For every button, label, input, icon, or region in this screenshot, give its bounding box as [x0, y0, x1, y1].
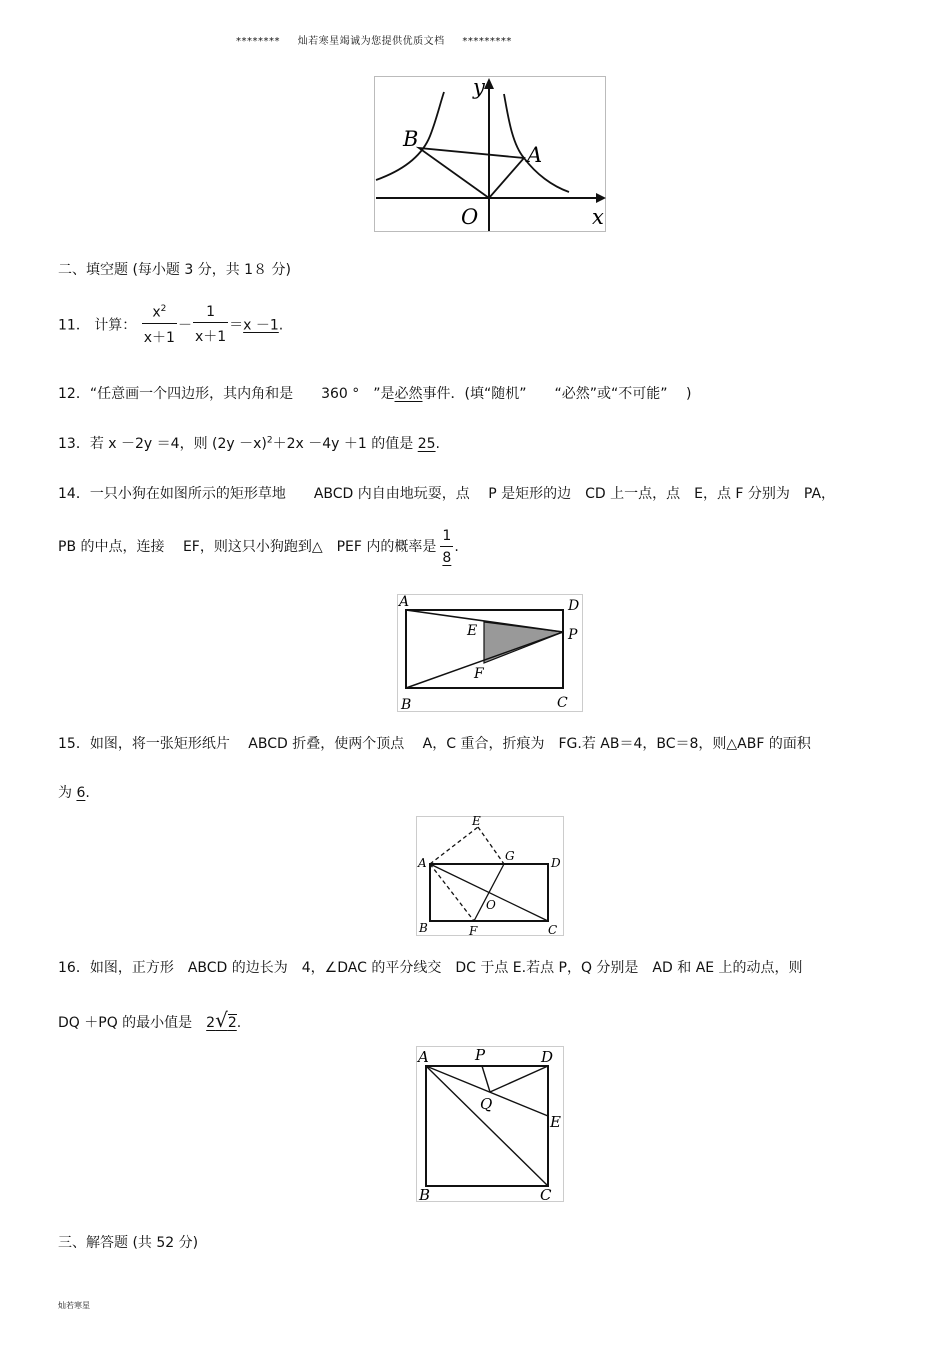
figure-hyperbola-triangle	[374, 76, 606, 232]
q11-answer: x －1	[243, 317, 279, 334]
q12-number: 12．	[58, 386, 90, 402]
q16-answer-radicand: 2	[227, 1015, 237, 1031]
q14-end: .	[454, 539, 459, 555]
label-d: D	[541, 1048, 554, 1066]
page-header	[236, 32, 526, 47]
question-15-line-1	[58, 733, 811, 753]
q11-frac2-den: x＋1	[194, 329, 227, 346]
label-x: x	[592, 205, 604, 229]
q11-frac2-num: 1	[193, 304, 228, 323]
label-p: P	[475, 1046, 486, 1064]
page-footer: 灿若寒星	[58, 1301, 90, 1310]
q11-prefix: 计算：	[94, 317, 137, 334]
q16-line2-prefix: DQ ＋PQ 的最小值是	[58, 1015, 193, 1031]
q15-end: .	[85, 785, 90, 801]
label-e: E	[472, 816, 481, 828]
header-stars-left: ********	[236, 36, 280, 47]
label-o: O	[461, 205, 479, 229]
q12-text-after: 事件．(填“随机” “必然”或“不可能” )	[422, 386, 692, 402]
q11-number: 11．	[58, 317, 90, 334]
q12-answer: 必然	[394, 386, 423, 402]
label-b: B	[419, 1186, 431, 1202]
q13-exp: 2	[266, 435, 273, 446]
label-a: A	[418, 856, 427, 870]
q11-frac1-exp: 2	[160, 304, 167, 314]
question-14-line-1	[58, 483, 835, 503]
q13-text-before: 若 x －2y ＝4，则 (2y －x)	[89, 436, 267, 452]
label-a: A	[399, 594, 410, 610]
q16-answer-coef: 2	[206, 1015, 216, 1031]
label-g: G	[505, 849, 515, 863]
label-f: F	[469, 924, 478, 936]
q14-number: 14．	[58, 486, 90, 502]
section-title-solve: 三、解答题 (共 52 分)	[58, 1235, 199, 1251]
q14-answer-den: 8	[442, 550, 452, 566]
q15-answer: 6	[76, 785, 86, 801]
question-11	[58, 304, 283, 347]
figure-rectangle-pef	[397, 594, 583, 712]
q16-line1: 如图，正方形 ABCD 的边长为 4，∠DAC 的平分线交 DC 于点 E.若点 P，Q 分别是 AD 和 AE 上的动点，则	[89, 960, 803, 976]
question-12	[58, 383, 691, 403]
q11-equals: ＝	[229, 317, 244, 334]
question-15-line-2	[58, 782, 90, 802]
q14-line2: PB 的中点，连接 EF，则这只小狗跑到△ PEF 内的概率是	[58, 539, 437, 555]
label-o: O	[486, 898, 496, 912]
label-c: C	[548, 923, 558, 936]
q15-line2-prefix: 为	[58, 785, 72, 801]
sqrt-icon: √	[215, 1008, 228, 1032]
header-stars-right: *********	[462, 36, 512, 47]
label-b: B	[401, 697, 412, 712]
question-13	[58, 433, 440, 453]
label-c: C	[540, 1186, 552, 1202]
label-a: A	[527, 143, 543, 167]
q12-text-before: “任意画一个四边形，其内角和是 360 ° ”是	[89, 386, 395, 402]
header-title: 灿若寒星竭诚为您提供优质文档	[297, 36, 445, 47]
question-16-line-1	[58, 957, 803, 977]
label-e: E	[467, 623, 478, 639]
q16-number: 16．	[58, 960, 90, 976]
q11-end: .	[278, 317, 284, 334]
question-16-line-2	[58, 1008, 241, 1032]
q11-fraction-2	[193, 304, 228, 346]
label-q: Q	[480, 1095, 493, 1113]
figure-folded-rectangle	[416, 816, 564, 936]
label-c: C	[557, 695, 568, 711]
q14-answer-num: 1	[440, 528, 453, 547]
q13-end: .	[435, 436, 440, 452]
q16-answer	[206, 1008, 237, 1032]
label-p: P	[568, 627, 578, 643]
question-14-line-2	[58, 528, 459, 566]
label-b: B	[403, 127, 419, 151]
q14-answer-fraction	[440, 528, 453, 566]
label-f: F	[474, 666, 484, 682]
q11-minus: －	[177, 317, 192, 334]
q15-line1: 如图，将一张矩形纸片 ABCD 折叠，使两个顶点 A，C 重合，折痕为 FG.若 AB＝4，BC＝8，则△ABF 的面积	[89, 736, 811, 752]
q11-fraction-1	[142, 304, 177, 347]
section-title-fill-in: 二、填空题 (每小题 3 分，共 1８ 分)	[58, 262, 291, 278]
q11-frac1-den: x＋1	[143, 329, 175, 346]
figure-square-bisector	[416, 1046, 564, 1202]
q15-number: 15．	[58, 736, 90, 752]
label-d: D	[568, 598, 580, 614]
label-y: y	[473, 76, 485, 99]
q13-text-mid: ＋2x －4y ＋1 的值是	[272, 436, 414, 452]
q13-answer: 25	[417, 436, 436, 452]
q13-number: 13．	[58, 436, 90, 452]
label-d: D	[551, 856, 561, 870]
q11-frac1-num: x	[152, 304, 161, 321]
label-e: E	[550, 1113, 561, 1131]
q16-end: .	[236, 1015, 242, 1031]
label-a: A	[418, 1048, 429, 1066]
q14-line1: 一只小狗在如图所示的矩形草地 ABCD 内自由地玩耍，点 P 是矩形的边 CD 上一点，点 E，点 F 分别为 PA，	[89, 486, 836, 502]
label-b: B	[419, 921, 428, 935]
